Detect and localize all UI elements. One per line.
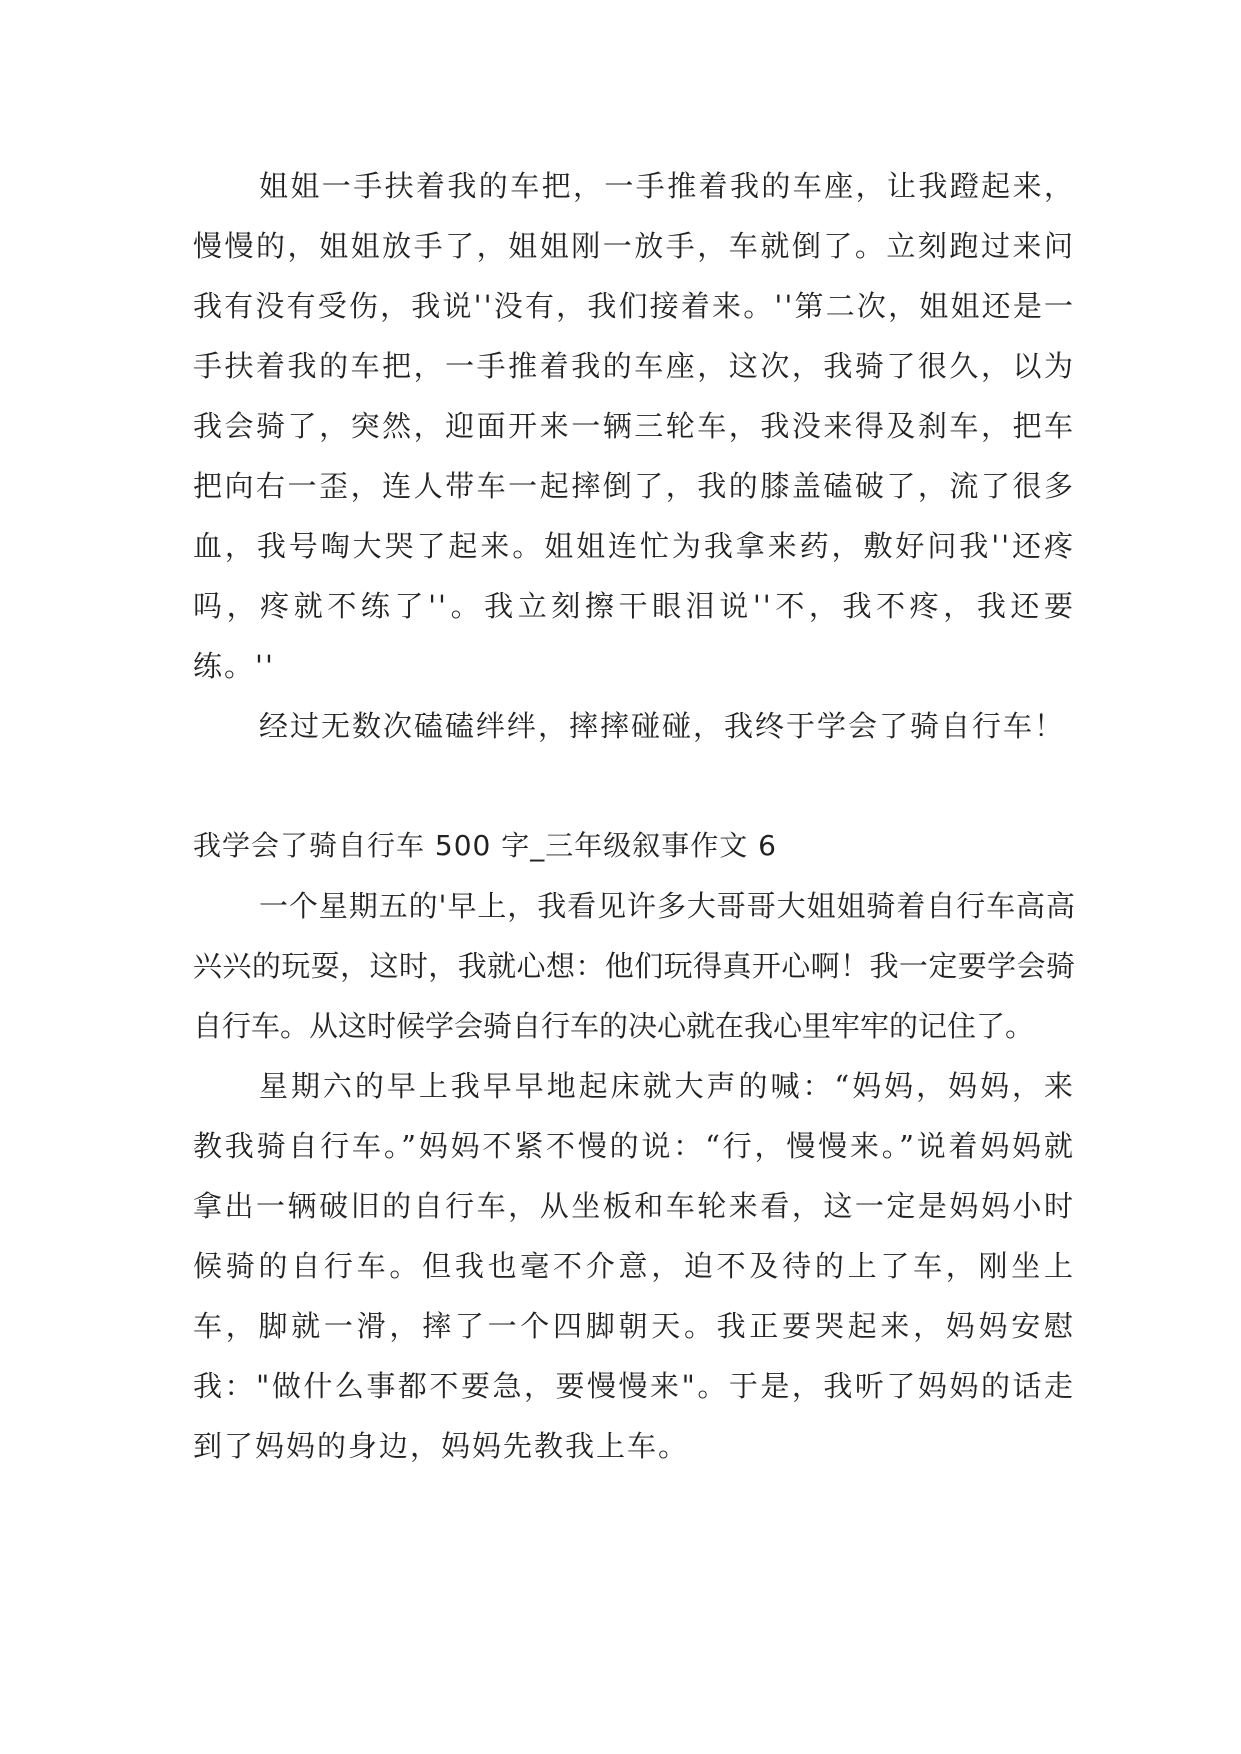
document-body (193, 156, 1075, 1476)
body-paragraph-1: 姐姐一手扶着我的车把，一手推着我的车座，让我蹬起来，慢慢的，姐姐放手了，姐姐刚一放手，车就倒了。立刻跑过来问我有没有受伤，我说''没有，我们接着来。''第二次，姐姐还是一手扶着我的车把，一手推着我的车座，这次，我骑了很久，以为我会骑了，突然，迎面开来一辆三轮车，我没来得及刹车，把车把向右一歪，连人带车一起摔倒了，我的膝盖磕破了，流了很多血，我号啕大哭了起来。姐姐连忙为我拿来药，敷好问我''还疼吗，疼就不练了''。我立刻擦干眼泪说''不，我不疼，我还要练。'' (193, 169, 1075, 683)
body-paragraph-3: 一个星期五的'早上，我看见许多大哥哥大姐姐骑着自行车高高兴兴的玩耍，这时，我就心想：他们玩得真开心啊！我一定要学会骑自行车。从这时候学会骑自行车的决心就在我心里牢牢的记住了。 (193, 889, 1075, 1043)
section-title: 我学会了骑自行车 500 字_三年级叙事作文 6 (193, 829, 777, 862)
body-paragraph-2: 经过无数次磕磕绊绊，摔摔碰碰，我终于学会了骑自行车！ (259, 709, 1066, 743)
body-paragraph-4: 星期六的早上我早早地起床就大声的喊：“妈妈，妈妈，来教我骑自行车。”妈妈不紧不慢的说：“行，慢慢来。”说着妈妈就拿出一辆破旧的自行车，从坐板和车轮来看，这一定是妈妈小时候骑的自行车。但我也毫不介意，迫不及待的上了车，刚坐上车，脚就一滑，摔了一个四脚朝天。我正要哭起来，妈妈安慰我："做什么事都不要急，要慢慢来"。于是，我听了妈妈的话走到了妈妈的身边，妈妈先教我上车。 (193, 1069, 1075, 1463)
paragraph-gap (193, 756, 1075, 816)
